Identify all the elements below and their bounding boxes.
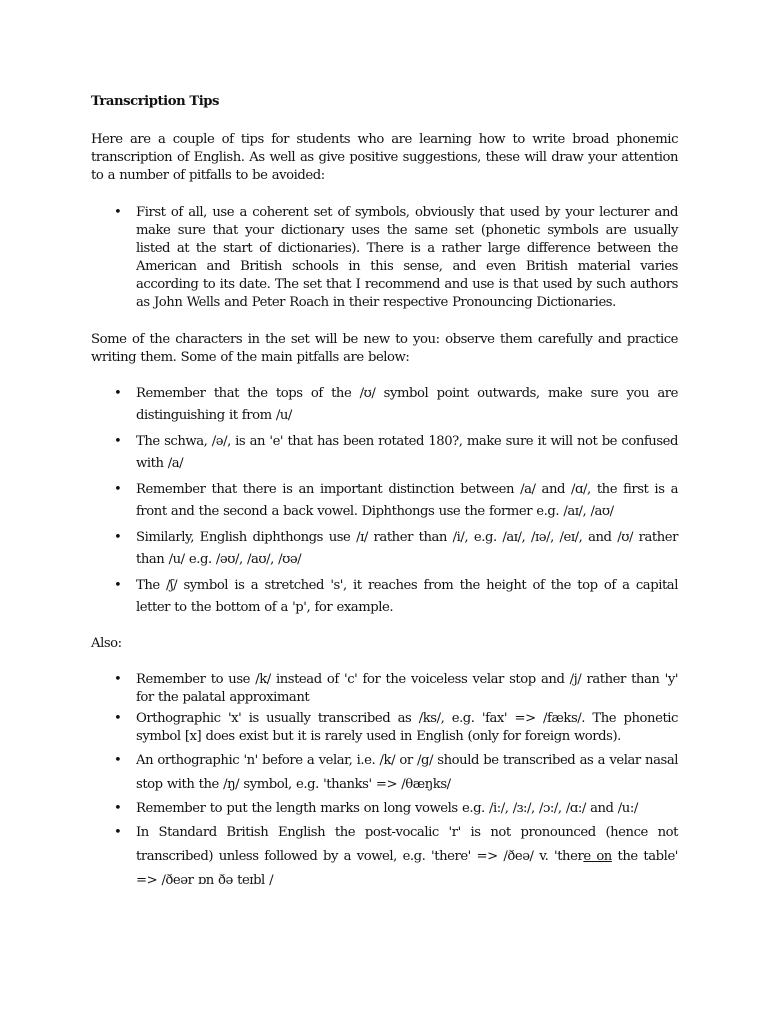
list-item-text: Orthographic 'x' is usually transcribed as /ks/, e.g. 'fax' => /fæks/. The phonetic symbol [x] does exist but it is rarely used in English (only for foreign words). <box>136 711 678 744</box>
list-item <box>91 204 678 312</box>
list-item <box>91 575 678 619</box>
underlined-text: e on <box>583 849 612 864</box>
bullet-icon: • <box>114 530 122 545</box>
intro-paragraph: Here are a couple of tips for students who are learning how to write broad phonemic transcription of English. As well as give positive suggestions, these will draw your attention to a number of pitfalls to be avoided: <box>91 132 678 183</box>
list-item-text <box>136 825 678 888</box>
list-item <box>91 710 678 746</box>
additional-tips-list <box>91 671 678 893</box>
bullet-icon: • <box>114 753 122 768</box>
list-item-text: Similarly, English diphthongs use /ɪ/ rather than /i/, e.g. /aɪ/, /ɪə/, /eɪ/, and /ʊ/ rather than /u/ e.g. /əʊ/, /aʊ/, /ʊə/ <box>136 530 678 567</box>
pitfalls-list <box>91 383 678 619</box>
list-item-text-part: In Standard British English the post-vocalic 'r' is not pronounced (hence not transcribed) unless followed by a vowel, e.g. 'there' => /ðeə/ v. 'ther <box>136 825 678 864</box>
list-item <box>91 527 678 571</box>
list-item-text: The schwa, /ə/, is an 'e' that has been rotated 180?, make sure it will not be confused with /a/ <box>136 434 678 471</box>
document-title: Transcription Tips <box>91 94 220 109</box>
bullet-icon: • <box>114 482 122 497</box>
bullet-icon: • <box>114 578 122 593</box>
bullet-icon: • <box>114 386 122 401</box>
list-item <box>91 749 678 797</box>
list-item <box>91 671 678 707</box>
list-item-text: Remember to use /k/ instead of 'c' for the voiceless velar stop and /j/ rather than 'y' for the palatal approximant <box>136 672 678 705</box>
list-item-text: The /ʃ/ symbol is a stretched 's', it reaches from the height of the top of a capital letter to the bottom of a 'p', for example. <box>136 578 678 615</box>
bullet-icon: • <box>114 711 122 726</box>
also-label: Also: <box>91 636 122 651</box>
bullet-icon: • <box>114 825 122 840</box>
list-item <box>91 800 678 818</box>
pitfalls-intro-paragraph: Some of the characters in the set will be new to you: observe them carefully and practice writing them. Some of the main pitfalls are below: <box>91 332 678 365</box>
list-item <box>91 431 678 475</box>
list-item-text: First of all, use a coherent set of symbols, obviously that used by your lecturer and make sure that your dictionary uses the same set (phonetic symbols are usually listed at the start of dictionaries). There is a rather large difference between the American and British schools in this sense, and even British material varies according to its date. The set that I recommend and use is that used by such authors as John Wells and Peter Roach in their respective Pronouncing Dictionaries. <box>136 205 678 310</box>
bullet-icon: • <box>114 205 122 220</box>
list-item-text: Remember to put the length marks on long vowels e.g. /i:/, /ɜ:/, /ɔ:/, /ɑ:/ and /u:/ <box>136 801 638 816</box>
bullet-icon: • <box>114 434 122 449</box>
bullet-icon: • <box>114 801 122 816</box>
bullet-icon: • <box>114 672 122 687</box>
symbol-set-list <box>91 204 678 312</box>
list-item <box>91 383 678 427</box>
list-item <box>91 821 678 893</box>
document-page <box>91 92 678 896</box>
list-item-text-part: the table' => /ðeər ɒn ðə teɪbl / <box>136 849 678 888</box>
list-item-text: Remember that there is an important distinction between /a/ and /ɑ/, the first is a front and the second a back vowel. Diphthongs use the former e.g. /aɪ/, /aʊ/ <box>136 482 678 519</box>
list-item-text: Remember that the tops of the /ʊ/ symbol point outwards, make sure you are distinguishing it from /u/ <box>136 386 678 423</box>
list-item <box>91 479 678 523</box>
list-item-text: An orthographic 'n' before a velar, i.e. /k/ or /g/ should be transcribed as a velar nasal stop with the /ŋ/ symbol, e.g. 'thanks' => /θæŋks/ <box>136 753 678 792</box>
